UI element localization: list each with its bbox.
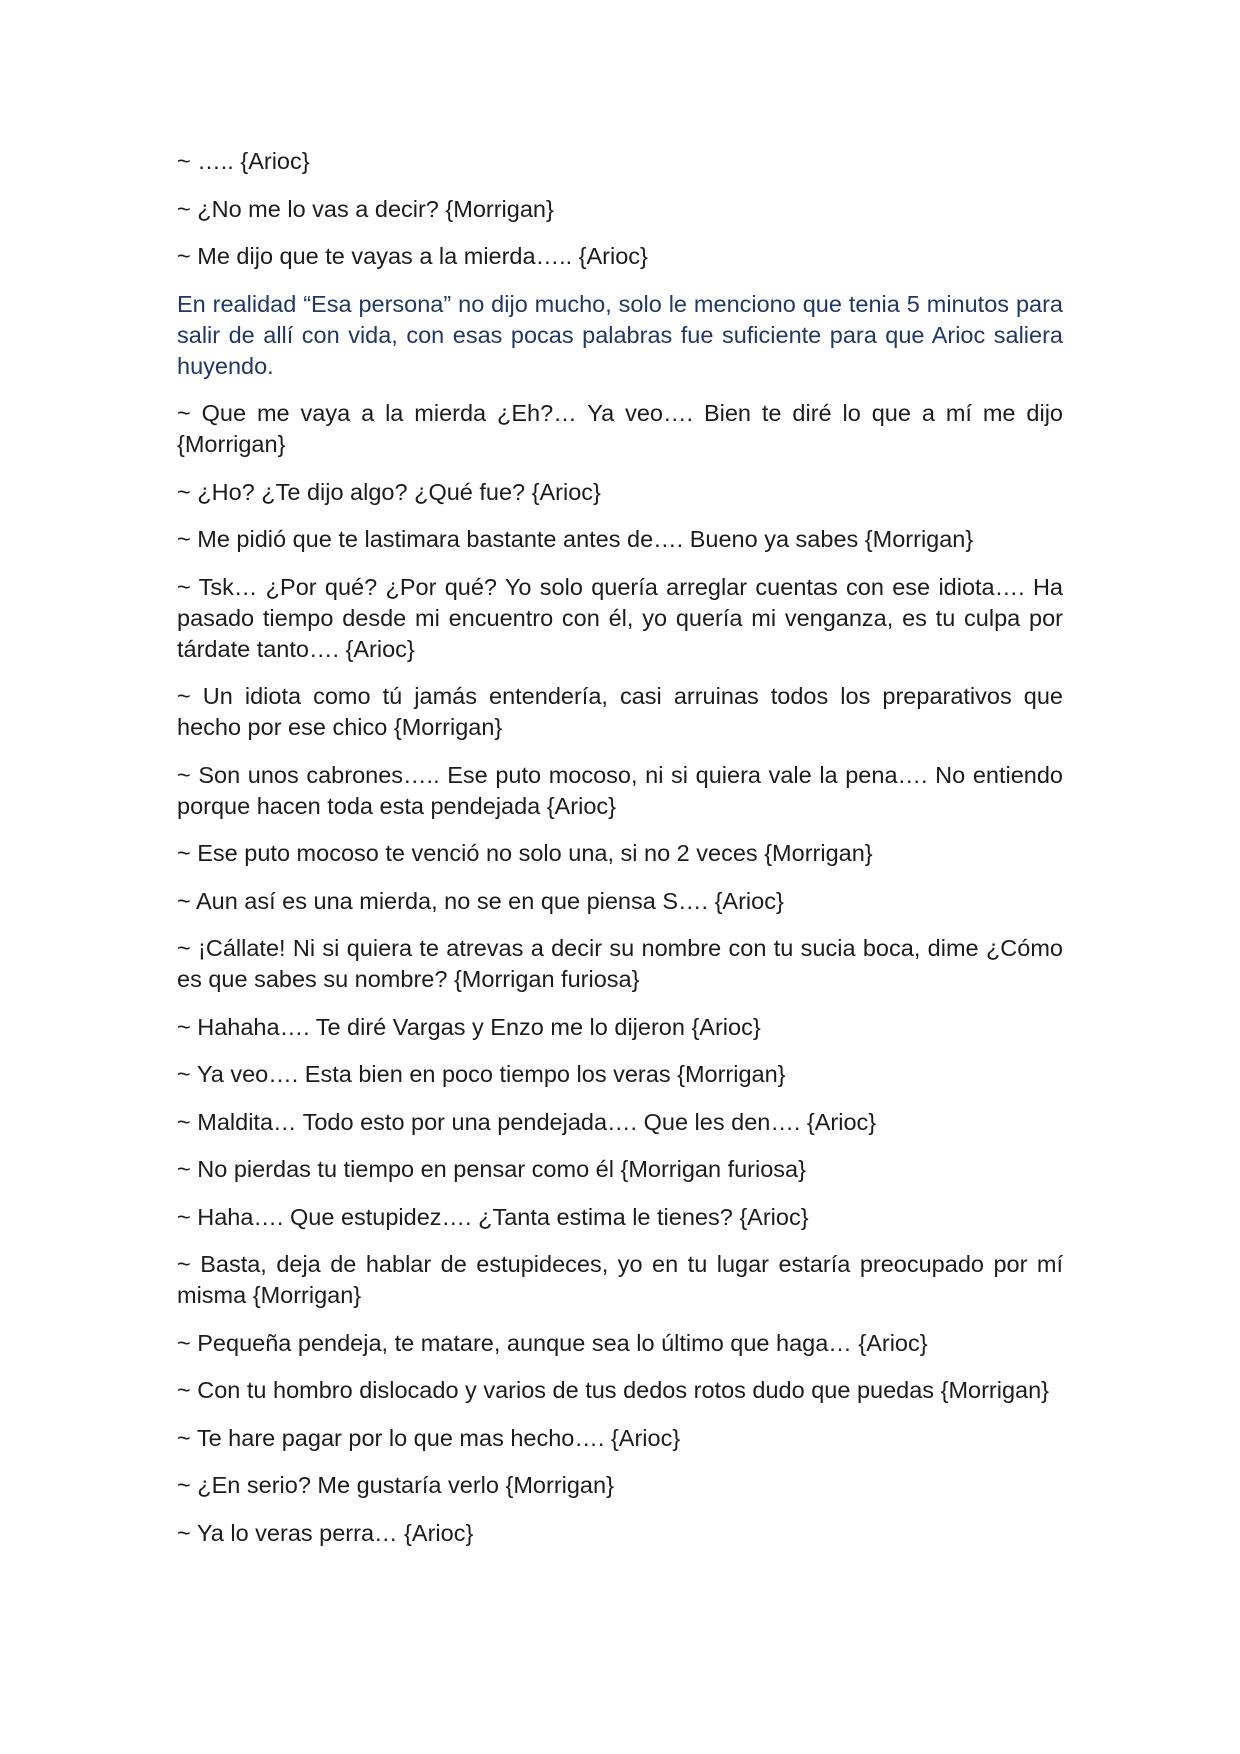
dialogue-line: ~ Pequeña pendeja, te matare, aunque sea lo último que haga… {Arioc} — [177, 1329, 928, 1356]
narration-paragraph: En realidad “Esa persona” no dijo mucho, solo le menciono que tenia 5 minutos para salir de allí con vida, con esas pocas palabras fue suficiente para que Arioc saliera huyendo. — [177, 290, 1063, 379]
dialogue-line: ~ No pierdas tu tiempo en pensar como él {Morrigan furiosa} — [177, 1156, 806, 1182]
dialogue-line: ~ ¿Ho? ¿Te dijo algo? ¿Qué fue? {Arioc} — [177, 478, 601, 505]
dialogue-line: ~ Que me vaya a la mierda ¿Eh?… Ya veo…. Bien te diré lo que a mí me dijo {Morrigan} — [177, 400, 1063, 457]
dialogue-line: ~ ¿En serio? Me gustaría verlo {Morrigan} — [177, 1472, 614, 1498]
dialogue-line: ~ Haha…. Que estupidez…. ¿Tanta estima le tienes? {Arioc} — [177, 1203, 809, 1230]
dialogue-line: ~ Aun así es una mierda, no se en que piensa S…. {Arioc} — [177, 887, 784, 914]
dialogue-line: ~ Ese puto mocoso te venció no solo una, si no 2 veces {Morrigan} — [177, 840, 873, 866]
dialogue-line: ~ Ya lo veras perra… {Arioc} — [177, 1519, 474, 1546]
dialogue-line: ~ Hahaha…. Te diré Vargas y Enzo me lo dijeron {Arioc} — [177, 1013, 761, 1040]
dialogue-line: ~ Basta, deja de hablar de estupideces, yo en tu lugar estaría preocupado por mí misma {Morrigan} — [177, 1251, 1063, 1308]
dialogue-line: ~ Un idiota como tú jamás entendería, casi arruinas todos los preparativos que hecho por ese chico {Morrigan} — [177, 683, 1063, 740]
dialogue-line: ~ ….. {Arioc} — [177, 148, 310, 174]
dialogue-line: ~ ¿No me lo vas a decir? {Morrigan} — [177, 195, 554, 222]
dialogue-line: ~ ¡Cállate! Ni si quiera te atrevas a decir su nombre con tu sucia boca, dime ¿Cómo es que sabes su nombre? {Morrigan furiosa} — [177, 935, 1063, 992]
dialogue-line: ~ Tsk… ¿Por qué? ¿Por qué? Yo solo quería arreglar cuentas con ese idiota…. Ha pasado tiempo desde mi encuentro con él, yo quería mi venganza, es tu culpa por tárdate tanto…. {Arioc} — [177, 573, 1063, 662]
dialogue-line: ~ Me dijo que te vayas a la mierda….. {Arioc} — [177, 243, 648, 269]
dialogue-line: ~ Maldita… Todo esto por una pendejada…. Que les den…. {Arioc} — [177, 1108, 877, 1135]
dialogue-line: ~ Me pidió que te lastimara bastante antes de…. Bueno ya sabes {Morrigan} — [177, 526, 974, 552]
dialogue-line: ~ Te hare pagar por lo que mas hecho…. {Arioc} — [177, 1424, 681, 1451]
dialogue-line: ~ Con tu hombro dislocado y varios de tus dedos rotos dudo que puedas {Morrigan} — [177, 1377, 1050, 1403]
document-body — [177, 146, 1063, 1565]
dialogue-line: ~ Ya veo…. Esta bien en poco tiempo los veras {Morrigan} — [177, 1061, 786, 1087]
dialogue-line: ~ Son unos cabrones….. Ese puto mocoso, ni si quiera vale la pena…. No entiendo porque hacen toda esta pendejada {Arioc} — [177, 761, 1063, 819]
